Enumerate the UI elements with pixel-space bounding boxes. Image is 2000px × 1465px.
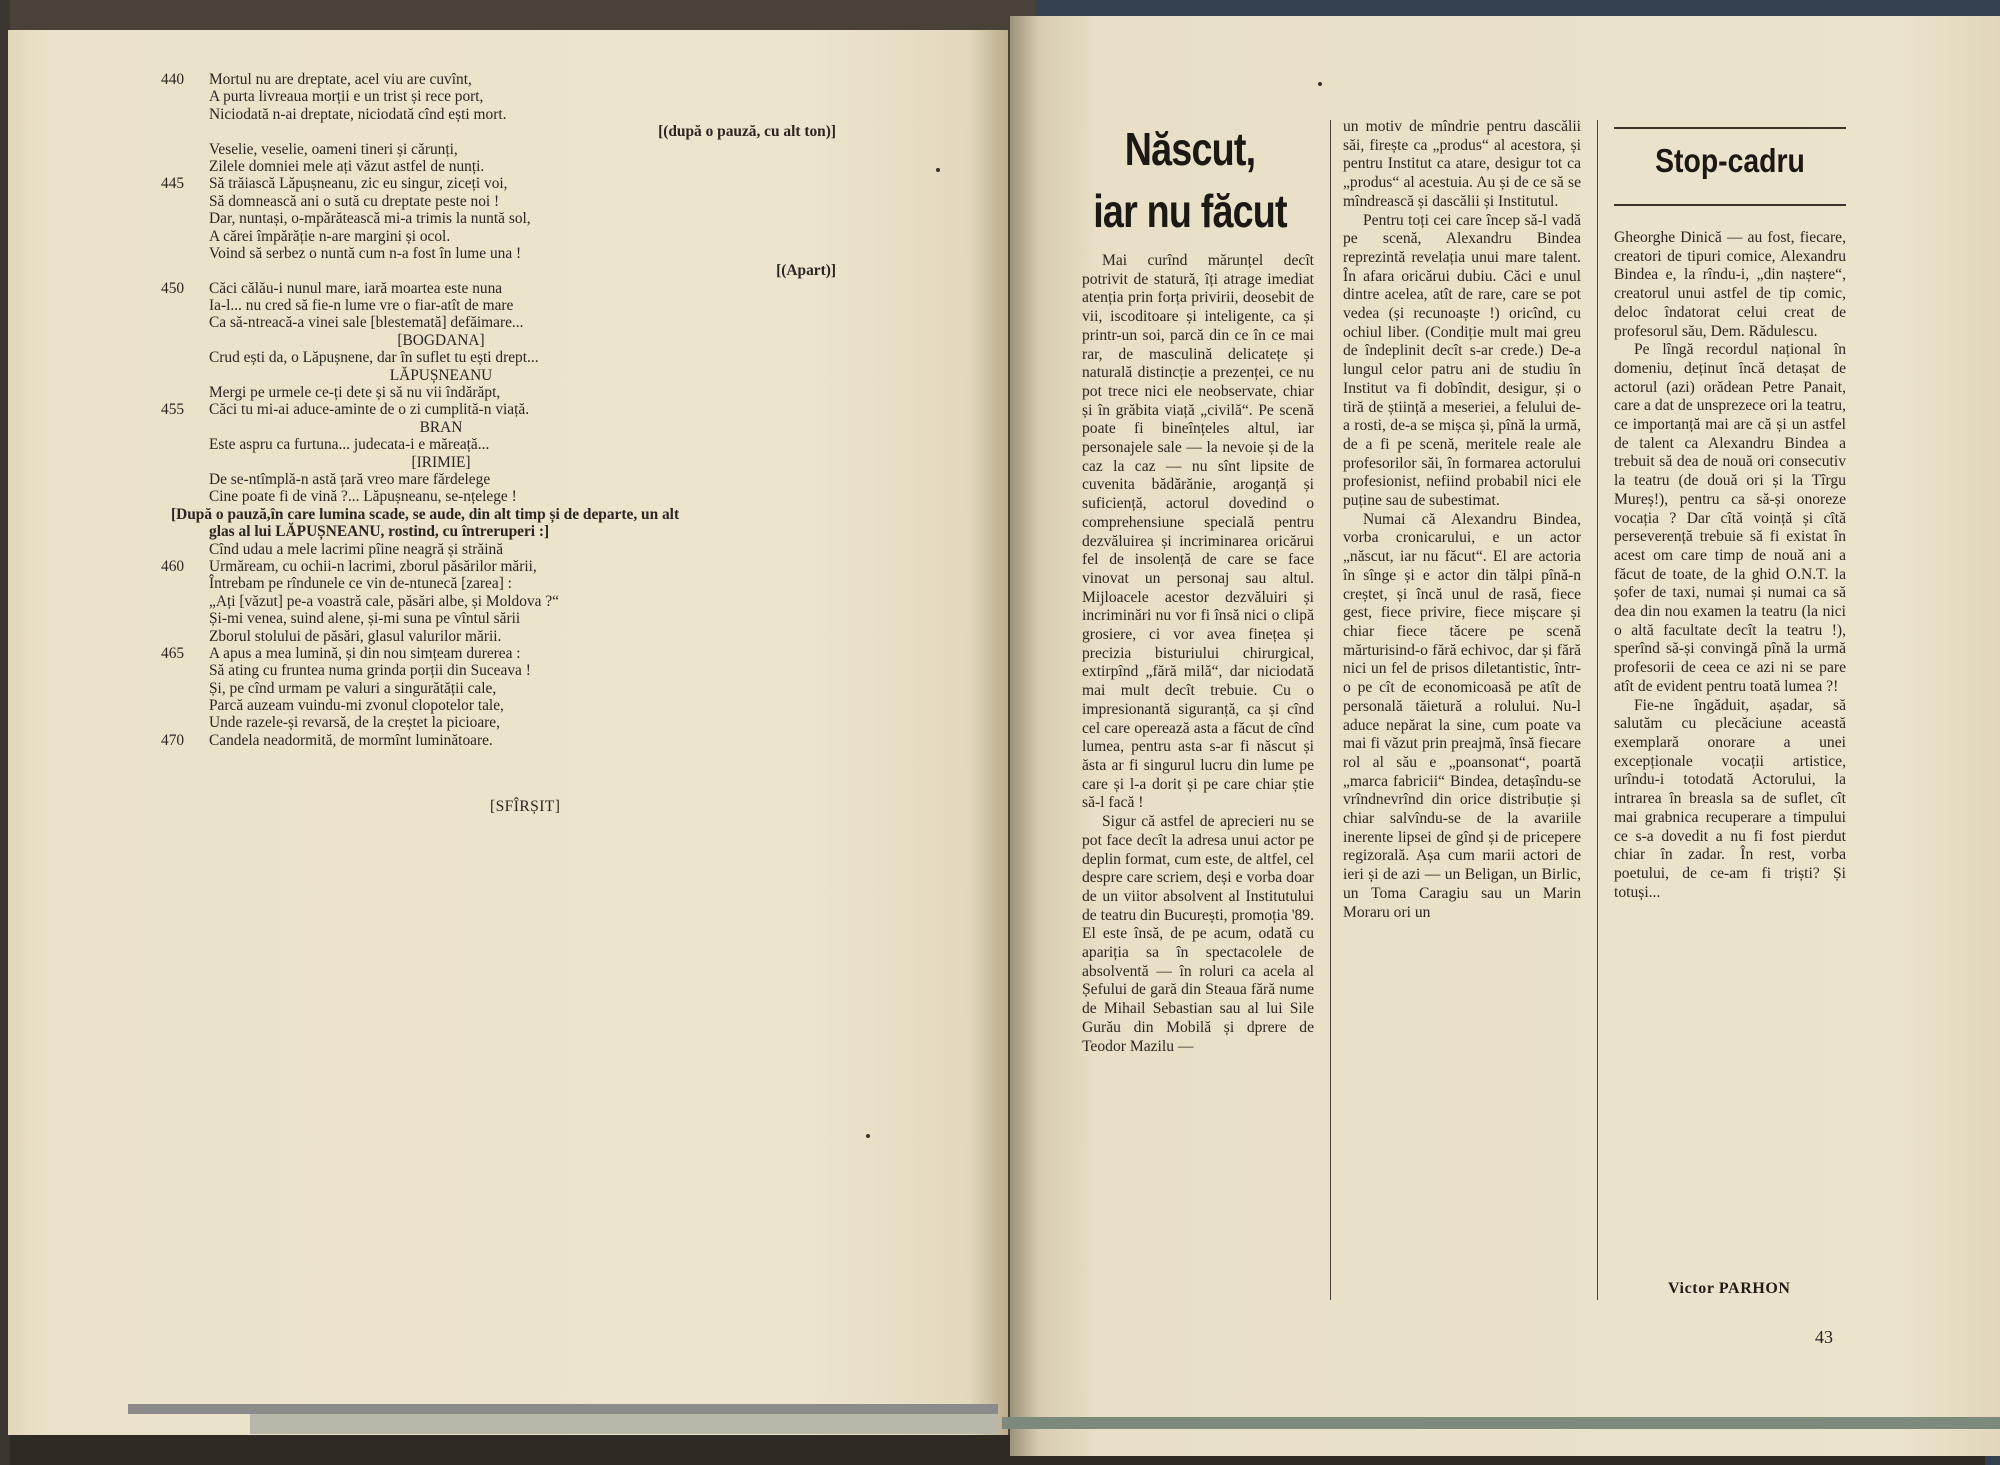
play-line bbox=[161, 349, 961, 366]
page-number: 43 bbox=[1815, 1327, 1833, 1347]
book-shadow-bottom bbox=[0, 1435, 1010, 1465]
line-text: LĂPUȘNEANU bbox=[389, 366, 493, 384]
play-line bbox=[161, 454, 721, 471]
print-speck bbox=[866, 1134, 870, 1138]
line-text: Să trăiască Lăpușneanu, zic eu singur, ziceți voi, bbox=[209, 175, 508, 193]
article-paragraph: Sigur că astfel de aprecieri nu se pot face decît la adresa unui actor pe deplin format, cum este, de altfel, cel despre care scriem, deși e vorba doar de un viitor absolvent al Institutului de teatru din București, promoția '89. El este însă, de pe acum, odată cu apariția sa în spectacolele de absolventă — în roluri ca acela al Șefului de gară din Steaua fără nume de Mihail Sebastian sau al lui Sile Gurău din Mobilă și dprere de Teodor Mazilu — bbox=[1082, 813, 1314, 1055]
play-line bbox=[161, 401, 961, 418]
line-text: Voind să serbez o nuntă cum n-a fost în lume una ! bbox=[209, 244, 522, 262]
play-line bbox=[161, 332, 721, 349]
play-line bbox=[161, 523, 961, 540]
play-line bbox=[161, 714, 961, 731]
column-rule bbox=[1597, 120, 1598, 1300]
article-author: Victor PARHON bbox=[1668, 1280, 1791, 1297]
play-line bbox=[161, 314, 961, 331]
line-text: Unde razele-și revarsă, de la creștet la picioare, bbox=[209, 714, 500, 732]
play-line bbox=[161, 628, 961, 645]
play-line bbox=[161, 141, 961, 158]
line-text: Mortul nu are dreptate, acel viu are cuvînt, bbox=[209, 71, 472, 88]
line-text: Candela neadormită, de mormînt luminătoare. bbox=[209, 731, 493, 749]
play-line bbox=[161, 645, 961, 662]
line-text: Zborul stolului de păsări, glasul valurilor mării. bbox=[209, 627, 502, 645]
line-number: 460 bbox=[161, 557, 185, 575]
line-text: Dar, nuntași, o-mpărătească mi-a trimis la nuntă sol, bbox=[209, 210, 531, 228]
article-paragraph: Numai că Alexandru Bindea, vorba cronicarului, e un actor „născut, iar nu făcut“. El are actoria în sînge și e actor din tălpi pînă-n creștet, și încă unul de rasă, fiece gest, fiece privire, fiece mișcare și chiar fiece tăcere pe scenă mărturisind-o fără echivoc, dar și fără nici un fel de prisos diletantistic, într-o pe cît de economicoasă pe atît de personală tăietură a rolului. Nu-l aduce nepărat la sine, cum poate va mai fi văzut prin preajmă, însă fiecare rol al său e „poansonat“, poartă „marca fabricii“ Bindea, detașîndu-se vrîndnevrînd din orice distribuție și chiar salvîndu-se de la avariile inerente lipsei de gînd și de pricepere regizorală. Așa cum marii actori de ieri și de azi — un Beligan, un Birlic, un Toma Caragiu sau un Marin Moraru ori un bbox=[1343, 510, 1581, 921]
line-text: Să ating cu fruntea numa grinda porții din Suceava ! bbox=[209, 662, 531, 680]
sidebar-column bbox=[1614, 229, 1846, 902]
play-line bbox=[161, 436, 961, 453]
article-paragraph: un motiv de mîndrie pentru dascălii săi, firește ca „produs“ al acestora, și pentru Institut ca atare, desigur tot ca „produs“ al acestuia. Au și de ce să se mîndrească și dascălii și Institutul. bbox=[1343, 118, 1581, 210]
end-marker: [SFÎRȘIT] bbox=[490, 798, 561, 815]
line-text: [IRIMIE] bbox=[411, 453, 471, 471]
line-text: Căci călău-i nunul mare, iară moartea este nuna bbox=[209, 279, 503, 297]
line-text: BRAN bbox=[419, 418, 463, 436]
play-line bbox=[161, 506, 961, 523]
play-text bbox=[161, 71, 961, 749]
line-number: 470 bbox=[161, 731, 185, 749]
play-line bbox=[161, 175, 961, 192]
line-text: Este aspru ca furtuna... judecata-i e măreață... bbox=[209, 436, 490, 454]
play-line bbox=[161, 488, 961, 505]
sidebar-rule-top bbox=[1614, 127, 1846, 129]
play-line bbox=[161, 419, 721, 436]
play-line bbox=[161, 280, 961, 297]
sidebar-title: Stop-cadru bbox=[1655, 142, 1805, 179]
line-text: Zilele domniei mele ați văzut astfel de nunți. bbox=[209, 157, 485, 175]
line-number: 450 bbox=[161, 279, 185, 297]
play-line bbox=[161, 593, 961, 610]
play-line bbox=[161, 471, 961, 488]
line-text: Veselie, veselie, oameni tineri și cărunți, bbox=[209, 140, 458, 158]
play-line bbox=[161, 662, 961, 679]
line-text: [După o pauză,în care lumina scade, se aude, din alt timp și de departe, un alt bbox=[171, 505, 680, 523]
play-line bbox=[161, 193, 961, 210]
play-line bbox=[161, 680, 961, 697]
page-edge-green bbox=[1002, 1417, 2000, 1429]
line-text: Cine poate fi de vină ?... Lăpușneanu, se-nțelege ! bbox=[209, 488, 517, 506]
play-line bbox=[161, 575, 961, 592]
play-line bbox=[161, 732, 961, 749]
play-line bbox=[161, 558, 961, 575]
line-number: 465 bbox=[161, 644, 185, 662]
article-title-line-2: iar nu făcut bbox=[1093, 185, 1287, 237]
line-text: [BOGDANA] bbox=[397, 331, 485, 349]
line-text: De se-ntîmplă-n astă țară vreo mare fărdelege bbox=[209, 470, 491, 488]
line-text: Cînd udau a mele lacrimi pîine neagră și străină bbox=[209, 540, 504, 558]
play-line bbox=[161, 158, 961, 175]
line-text: Mergi pe urmele ce-ți dete și să nu vii îndărăpt, bbox=[209, 384, 501, 402]
play-line bbox=[161, 297, 961, 314]
column-rule bbox=[1330, 120, 1331, 1300]
play-line bbox=[161, 262, 836, 279]
article-paragraph: Pentru toți cei care încep să-l vadă pe scenă, Alexandru Bindea reprezintă revelația unui mare talent. În afara oricărui dubiu. Căci e unul dintre acelea, atît de rare, care se pot vedea (și recunoaște !) oricînd, cu ochiul liber. (Condiție mult mai greu de îndeplinit decît s-ar crede.) De-a lungul celor patru ani de studiu în Institut va fi dobîndit, desigur, și o tiră de știință a meseriei, a felului de-a rosti, de-a se mișca și, pînă la urmă, de a fi pe scenă, meritele reale ale profesorilor săi, în formarea actorului profesionist, nefiind probabil nici ele puține sau de subestimat. bbox=[1343, 211, 1581, 510]
play-line bbox=[161, 123, 836, 140]
play-line bbox=[161, 88, 961, 105]
line-text: [(Apart)] bbox=[776, 262, 836, 280]
sidebar-rule-bottom bbox=[1614, 204, 1846, 206]
page-stack-edge bbox=[128, 1404, 998, 1414]
play-line bbox=[161, 541, 961, 558]
line-text: Să domnească ani o sută cu dreptate peste noi ! bbox=[209, 192, 500, 210]
line-text: glas al lui LĂPUȘNEANU, rostind, cu întreruperi :] bbox=[209, 523, 550, 541]
play-line bbox=[161, 610, 961, 627]
line-text: Urmăream, cu ochii-n lacrimi, zborul păsărilor mării, bbox=[209, 557, 537, 575]
line-text: A purta livreaua morții e un trist și rece port, bbox=[209, 88, 484, 106]
line-text: A cărei împărăție n-are margini și ocol. bbox=[209, 227, 451, 245]
article-title bbox=[1088, 118, 1293, 242]
article-column-2 bbox=[1343, 118, 1581, 922]
play-line bbox=[161, 71, 961, 88]
sidebar-paragraph: Fie-ne îngăduit, așadar, să salutăm cu plecăciune această exemplară onorare a unei excepționale vocații artistice, urîndu-i totodată Actorului, la intrarea în breasla sa de suflet, cît mai grabnica recuperare a timpului ce s-a dovedit a nu fi fost pierdut chiar în zadar. În rest, vorba poetului, de ce-am fi triști? Și totuși... bbox=[1614, 696, 1846, 901]
play-line bbox=[161, 384, 961, 401]
line-number: 445 bbox=[161, 175, 185, 193]
article-paragraph: Mai curînd mărunțel decît potrivit de statură, îți atrage imediat atenția prin forța privirii, deosebit de vii, iscoditoare și inteligente, ca și printr-un soi, parcă din ce în ce mai rar, de masculină delicatețe și naturală distincție a prezenței, ce nu pot trece nici ele neobservate, chiar și în grăbita viață „civilă“. Pe scenă poate fi bineînțeles altul, iar personajele sale — la nevoie și de la caz la caz — nu sînt lipsite de cuvenita bădărănie, aroganță și suficiență, actorul dovedind o comprehensiune specială pentru dezvăluirea și incriminarea oricărui fel de insolență de care se face vinovat un personaj sau altul. Mijloacele acestor dezvăluiri și incriminări nu vor fi însă nici o clipă grosiere, ci vor avea finețea și precizia bisturiului chirurgical, extirpînd „fără milă“, dar niciodată mai mult decît trebuie. Cu o impresionantă siguranță, ca și cînd cel care operează asta a făcut de cînd lumea, pentru asta s-ar fi născut și ăsta ar fi singurul lucru din lume pe care și l-a dorit și pe care chiar știe să-l facă ! bbox=[1082, 252, 1314, 812]
sidebar-paragraph: Pe lîngă recordul național în domeniu, deținut încă detașat de actorul (azi) orădean Petre Panait, care a dat de unsprezece ori la teatru, ce importanță mai are că și un astfel de talent ca Alexandru Bindea a trebuit să dea de nouă ori consecutiv la teatru (de două ori și la Tîrgu Mureș!), pentru ca să-și onoreze vocația ? Dar cîtă voință și cîtă perseverență trebuie să fi existat în acest om care timp de nouă ani a făcut de toate, de la ghid O.N.T. la șofer de taxi, numai și numai ca să dea din nou examen la teatru (la nici o altă facultate decît la teatru !), sperînd să-și convingă pînă la urmă profesorii de ceea ce azi ni se pare atît de evident pentru toată lumea ?! bbox=[1614, 341, 1846, 695]
play-line bbox=[161, 228, 961, 245]
line-text: Ca să-ntreacă-a vinei sale [blestemată] defăimare... bbox=[209, 314, 524, 332]
line-text: Și-mi venea, suind alene, și-mi suna pe vîntul sării bbox=[209, 610, 521, 628]
play-line bbox=[161, 697, 961, 714]
play-line bbox=[161, 210, 961, 227]
play-line bbox=[161, 106, 961, 123]
line-text: Crud ești da, o Lăpușnene, dar în suflet tu ești drept... bbox=[209, 349, 539, 367]
line-text: [(după o pauză, cu alt ton)] bbox=[658, 123, 836, 141]
sidebar-paragraph: Gheorghe Dinică — au fost, fiecare, creatori de tipuri comice, Alexandru Bindea e, la rîndu-i, „din naștere“, creatorul unui astfel de tip comic, deloc îndatorat celui creat de profesorul său, Dem. Rădulescu. bbox=[1614, 229, 1846, 340]
line-text: Niciodată n-ai dreptate, niciodată cînd ești mort. bbox=[209, 105, 507, 123]
line-text: A apus a mea lumină, și din nou simțeam durerea : bbox=[209, 644, 521, 662]
line-text: „Ați [văzut] pe-a voastră cale, păsări albe, și Moldova ?“ bbox=[209, 592, 559, 610]
line-number: 440 bbox=[161, 71, 185, 88]
play-line bbox=[161, 245, 961, 262]
line-text: Căci tu mi-ai aduce-aminte de o zi cumplită-n viață. bbox=[209, 401, 530, 419]
play-line bbox=[161, 367, 721, 384]
article-title-line-1: Născut, bbox=[1124, 123, 1256, 175]
line-number: 455 bbox=[161, 401, 185, 419]
line-text: Parcă auzeam vuindu-mi zvonul clopotelor tale, bbox=[209, 697, 504, 715]
print-speck bbox=[936, 168, 940, 172]
line-text: Întrebam pe rîndunele ce vin de-ntunecă [zarea] : bbox=[209, 575, 512, 593]
line-text: Și, pe cînd urmam pe valuri a singurătății cale, bbox=[209, 679, 497, 697]
line-text: Ia-l... nu cred să fie-n lume vre o fiar-atît de mare bbox=[209, 297, 514, 315]
print-speck bbox=[1318, 82, 1322, 86]
page-stack-edge-light bbox=[250, 1414, 998, 1434]
article-column-1 bbox=[1082, 252, 1314, 1056]
